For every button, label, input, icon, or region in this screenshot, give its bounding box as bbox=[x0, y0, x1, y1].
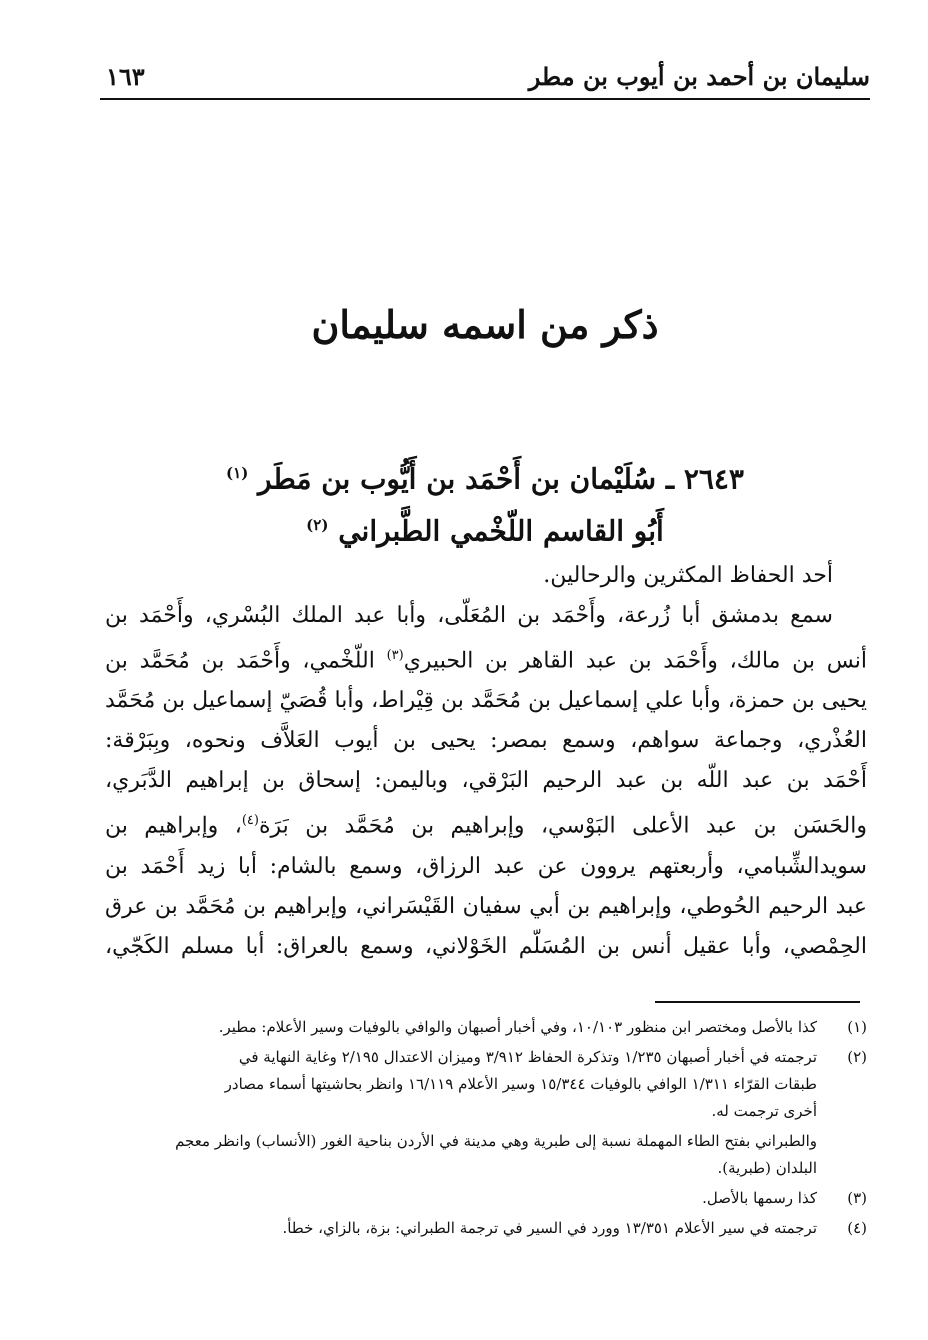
footnote-text: كذا بالأصل ومختصر ابن منظور ١٠/١٠٣، وفي أخبار أصبهان والوافي بالوفيات وسير الأعلام: مطير. bbox=[218, 1018, 817, 1036]
entry-heading bbox=[100, 450, 870, 555]
footnote-text: ترجمته في سير الأعلام ١٣/٣٥١ وورد في السير في ترجمة الطبراني: بزة، بالزاي، خطأ. bbox=[282, 1219, 817, 1237]
text-line: سمع بدمشق أبا زُرعة، وأَحْمَد بن المُعَلّى، وأبا عبد الملك البُسْري، وأَحْمَد بن bbox=[105, 603, 833, 628]
text-line: سويدالشِّبامي، وأربعتهم يروون عن عبد الرزاق، وسمع بالشام: أبا زيد أَحْمَد بن bbox=[105, 853, 867, 879]
text-line: يحيى بن حمزة، وأبا علي إسماعيل بن مُحَمَّد بن قِيْراط، وأبا قُصَيّ إسماعيل بن مُحَمَّد bbox=[105, 688, 867, 714]
footnote-ref-4: (٤) bbox=[241, 813, 259, 829]
biography-text bbox=[105, 556, 867, 967]
text-line: أنس بن مالك، وأَحْمَد بن عبد القاهر بن الحبيري$^{(٣)}$ اللّخْمي، وأَحْمَد بن مُحَمَّد بن bbox=[105, 648, 867, 674]
text-line: الحِمْصي، وأبا عقيل أنس بن المُسَلّم الخَوْلاني، وسمع بالعراق: أبا مسلم الكَجّي، bbox=[105, 933, 867, 959]
footnote-ref-1: (١) bbox=[226, 464, 249, 482]
footnote-text: والطبراني بفتح الطاء المهملة نسبة إلى طبرية وهي مدينة في الأردن بناحية الغور (الأنساب) وانظر معجم bbox=[175, 1132, 817, 1150]
page-number: ١٦٣ bbox=[106, 62, 145, 91]
footnote-text: ترجمته في أخبار أصبهان ١/٢٣٥ وتذكرة الحفاظ ٣/٩١٢ وميزان الاعتدال ٢/١٩٥ وغاية النهاية في bbox=[238, 1048, 817, 1066]
footnote-text: البلدان (طبرية). bbox=[717, 1159, 817, 1177]
running-header bbox=[100, 56, 870, 100]
entry-kunya-line bbox=[100, 502, 870, 554]
footnotes bbox=[105, 1014, 867, 1245]
footnote-number: (٣) bbox=[847, 1189, 867, 1207]
text-line: والحَسَن بن عبد الأعلى البَوْسي، وإبراهيم بن مُحَمَّد بن بَرَة$^{(٤)}$، وإبراهيم بن bbox=[105, 813, 867, 839]
footnote-ref-2: (٢) bbox=[306, 516, 329, 535]
footnote-1 bbox=[105, 1014, 867, 1041]
footnote-number: (٢) bbox=[847, 1048, 867, 1066]
entry-kunya: أَبُو القاسم اللّخْمي الطَّبراني bbox=[338, 514, 664, 548]
text-line: عبد الرحيم الحُوطي، وإبراهيم بن أبي سفيان القَيْسَراني، وإبراهيم بن مُحَمَّد بن عرق bbox=[105, 893, 867, 919]
footnote-number: (٤) bbox=[847, 1219, 867, 1237]
entry-name-line bbox=[100, 450, 870, 502]
entry-name: ٢٦٤٣ ـ سُلَيْمان بن أَحْمَد بن أَيُّوب بن مَطَر bbox=[258, 462, 744, 496]
intro-sentence: أحد الحفاظ المكثرين والرحالين. bbox=[543, 563, 833, 588]
footnote-4 bbox=[105, 1215, 867, 1242]
running-title: سليمان بن أحمد بن أيوب بن مطر bbox=[528, 62, 870, 91]
footnote-text: كذا رسمها بالأصل. bbox=[702, 1189, 817, 1207]
footnote-3 bbox=[105, 1185, 867, 1212]
footnote-2-note bbox=[105, 1128, 867, 1182]
chapter-title: ذكر من اسمه سليمان bbox=[311, 302, 659, 347]
footnote-2 bbox=[105, 1044, 867, 1125]
footnote-text: طبقات القرّاء ١/٣١١ الوافي بالوفيات ١٥/٣٤٤ وسير الأعلام ١٦/١١٩ وانظر بحاشيتها أسماء مصادر bbox=[224, 1075, 817, 1093]
footnote-text: أخرى ترجمت له. bbox=[711, 1102, 817, 1120]
footnote-number: (١) bbox=[847, 1018, 867, 1036]
text-line: العُذْري، وجماعة سواهم، وسمع بمصر: يحيى بن أيوب العَلاَّف ونحوه، وبِبَرْقة: bbox=[105, 728, 867, 754]
footnote-ref-3: (٣) bbox=[386, 648, 404, 663]
footnote-separator bbox=[655, 1001, 860, 1003]
text-line: أَحْمَد بن عبد اللّه بن عبد الرحيم البَرْقي، وباليمن: إسحاق بن إبراهيم الدَّبَري، bbox=[105, 768, 867, 794]
